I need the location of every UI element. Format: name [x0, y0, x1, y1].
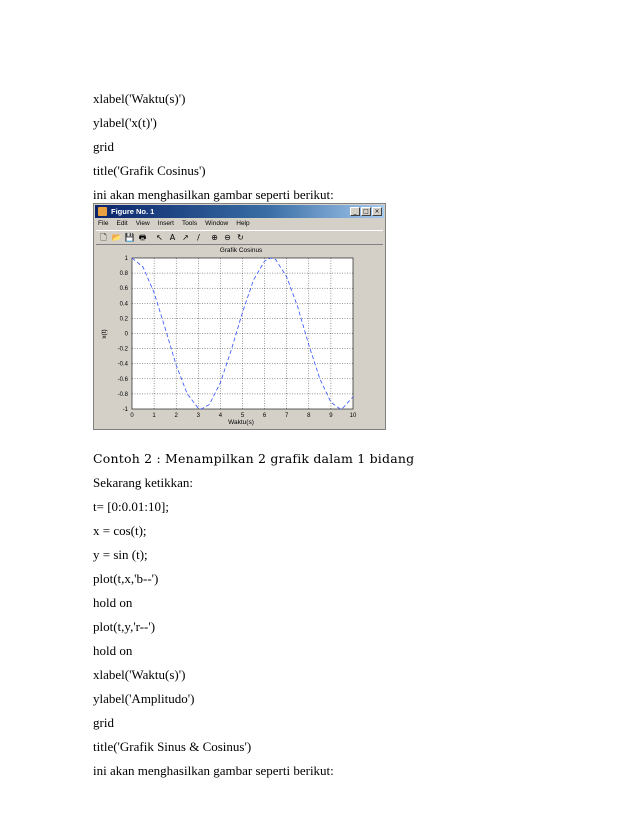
- code-line-ylabel-2: ylabel('Amplitudo'): [93, 691, 195, 706]
- zoom-in-icon[interactable]: ⊕: [211, 233, 218, 242]
- arrow-pointer-icon[interactable]: ↖: [156, 233, 163, 242]
- minimize-icon[interactable]: _: [350, 207, 360, 216]
- cosine-chart: [94, 244, 385, 429]
- code-line-t: t= [0:0.01:10];: [93, 499, 169, 514]
- code-line-xlabel: xlabel('Waktu(s)'): [93, 91, 186, 106]
- x-tick-label: 10: [349, 413, 357, 419]
- x-tick-label: 9: [329, 413, 333, 419]
- code-line-plot-x: plot(t,x,'b--'): [93, 571, 159, 586]
- y-tick-label: -0.2: [117, 346, 128, 353]
- y-tick-label: -0.8: [117, 391, 128, 398]
- y-tick-label: 0.6: [119, 286, 128, 293]
- code-line-title-2: title('Grafik Sinus & Cosinus'): [93, 739, 252, 754]
- outro-text: ini akan menghasilkan gambar seperti berikut:: [93, 763, 334, 778]
- menu-help[interactable]: Help: [236, 220, 250, 227]
- text-insert-icon[interactable]: A: [169, 233, 176, 242]
- menu-insert[interactable]: Insert: [157, 220, 174, 227]
- code-line-grid: grid: [93, 139, 114, 154]
- x-tick-label: 7: [285, 413, 289, 419]
- x-tick-label: 6: [262, 413, 267, 419]
- menu-edit[interactable]: Edit: [116, 220, 128, 227]
- menu-tools[interactable]: Tools: [181, 220, 198, 227]
- y-tick-label: -1: [122, 407, 128, 413]
- x-axis-label: Waktu(s): [228, 419, 254, 426]
- x-tick-label: 1: [152, 413, 156, 419]
- figure-toolbar: [96, 230, 383, 245]
- y-tick-label: 1: [124, 256, 128, 262]
- code-line-y: y = sin (t);: [93, 547, 148, 562]
- x-tick-label: 8: [307, 413, 311, 419]
- figure-window-title: Figure No. 1: [111, 207, 155, 216]
- code-line-ylabel: ylabel('x(t)'): [93, 115, 157, 130]
- print-icon[interactable]: 🖶: [138, 233, 147, 242]
- code-line-title: title('Grafik Cosinus'): [93, 163, 206, 178]
- close-icon[interactable]: ×: [372, 207, 382, 216]
- instruction-text: Sekarang ketikkan:: [93, 475, 193, 490]
- chart-title: Grafik Cosinus: [219, 247, 263, 254]
- maximize-icon[interactable]: □: [361, 207, 371, 216]
- y-tick-label: -0.4: [117, 361, 128, 368]
- y-tick-label: 0.8: [119, 271, 128, 278]
- rotate-icon[interactable]: ↻: [237, 233, 244, 242]
- figure-window: [93, 203, 386, 430]
- y-tick-label: 0: [124, 331, 128, 338]
- arrow-insert-icon[interactable]: ↗: [182, 233, 189, 242]
- save-icon[interactable]: 💾: [124, 233, 135, 242]
- code-line-grid-2: grid: [93, 715, 114, 730]
- x-tick-label: 0: [130, 413, 134, 419]
- line-insert-icon[interactable]: /: [197, 233, 200, 242]
- intro-text: ini akan menghasilkan gambar seperti berikut:: [93, 187, 334, 202]
- code-line-hold-on-2: hold on: [93, 643, 133, 658]
- figure-titlebar: [95, 205, 384, 218]
- code-line-plot-y: plot(t,y,'r--'): [93, 619, 156, 634]
- menu-file[interactable]: File: [98, 220, 109, 227]
- x-tick-label: 4: [218, 413, 223, 419]
- x-tick-label: 3: [196, 413, 200, 419]
- y-axis-label: x(t): [101, 329, 108, 339]
- x-tick-label: 2: [174, 413, 178, 419]
- y-tick-label: 0.2: [119, 316, 128, 323]
- x-tick-label: 5: [240, 413, 245, 419]
- y-tick-label: -0.6: [117, 376, 128, 383]
- menu-window[interactable]: Window: [205, 220, 229, 227]
- new-file-icon[interactable]: 🗋: [100, 233, 107, 242]
- zoom-out-icon[interactable]: ⊖: [224, 233, 231, 242]
- open-folder-icon[interactable]: 📂: [111, 233, 122, 242]
- y-tick-label: 0.4: [119, 301, 128, 308]
- code-line-x: x = cos(t);: [93, 523, 147, 538]
- code-line-xlabel-2: xlabel('Waktu(s)'): [93, 667, 186, 682]
- menu-view[interactable]: View: [135, 220, 150, 227]
- section-heading: Contoh 2 : Menampilkan 2 grafik dalam 1 bidang: [93, 451, 415, 466]
- code-line-hold-on-1: hold on: [93, 595, 133, 610]
- figure-menubar: [96, 219, 256, 229]
- matlab-app-icon: [98, 207, 107, 216]
